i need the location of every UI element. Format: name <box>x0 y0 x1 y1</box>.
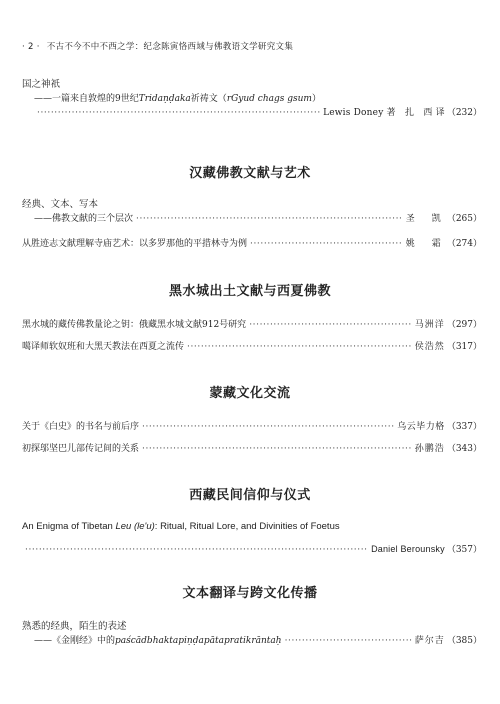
dot-leader <box>25 543 368 555</box>
entry-author: 圣 凯 <box>405 214 445 224</box>
entry-subtitle: ——佛教文献的三个层次 <box>34 214 134 224</box>
entry-author: 萨尔吉 <box>414 636 445 646</box>
entry-leader-line <box>22 318 482 332</box>
entry-title: 从胜迹志文献理解寺庙艺术：以多罗那他的平措林寺为例 <box>22 239 248 249</box>
section-heading: 文本翻译与跨文化传播 <box>182 586 318 601</box>
entry-page: （232） <box>446 108 482 118</box>
entry-author: 马洲洋 <box>414 320 445 330</box>
entry-author: 乌云毕力格 <box>397 422 445 432</box>
toc-entry[interactable] <box>22 442 482 456</box>
section-heading: 西藏民间信仰与仪式 <box>189 488 311 503</box>
toc-entry[interactable] <box>22 620 482 648</box>
entry-author: 孙鹏浩 <box>414 444 445 454</box>
entry-author: Daniel Berounsky <box>371 544 445 554</box>
toc-entry[interactable] <box>22 78 482 120</box>
entry-page: （265） <box>446 214 482 224</box>
entry-leader-line <box>22 106 482 120</box>
entry-leader-line <box>22 420 482 434</box>
toc-entry[interactable] <box>22 340 482 354</box>
entry-title: 初探邬坚巴儿部传记间的关系 <box>22 444 140 454</box>
entry-title: 经典、文本、写本 <box>22 199 99 210</box>
toc-entry[interactable] <box>22 237 482 251</box>
dot-leader <box>249 318 412 330</box>
entry-leader-line <box>22 442 482 456</box>
toc-entry[interactable] <box>22 198 482 226</box>
toc-entry[interactable] <box>22 318 482 332</box>
section-heading: 蒙藏文化交流 <box>209 386 291 401</box>
entry-leader-line <box>22 237 482 251</box>
entry-leader-line <box>22 340 482 354</box>
page-marker: · 2 · <box>22 42 40 52</box>
entry-page: （274） <box>446 239 482 249</box>
entry-author: 侯浩然 <box>414 342 445 352</box>
entry-title: An Enigma of Tibetan Leu (le'u): Ritual, Ritual Lore, and Divinities of Foetus <box>22 521 340 532</box>
dot-leader <box>250 237 403 249</box>
entry-page: （357） <box>446 545 482 555</box>
dot-leader <box>142 420 394 432</box>
dot-leader <box>142 442 412 454</box>
book-title: 不古不今不中不西之学：纪念陈寅恪西域与佛教语文学研究文集 <box>46 42 294 52</box>
entry-subtitle: ——《金刚经》中的paścādbhaktapiṇḍapātapratikrāntaḥ <box>34 636 282 646</box>
dot-leader <box>37 106 320 118</box>
dot-leader <box>187 340 412 352</box>
entry-page: （337） <box>446 422 482 432</box>
toc-entry[interactable] <box>22 420 482 434</box>
entry-leader-line <box>22 634 482 648</box>
running-header <box>22 40 482 52</box>
entry-page: （297） <box>446 320 482 330</box>
section-heading: 汉藏佛教文献与艺术 <box>189 166 311 181</box>
entry-title: 熟悉的经典，陌生的表述 <box>22 621 127 632</box>
entry-leader-line <box>22 212 482 226</box>
entry-title: 黑水城的藏传佛教量论之钥：俄藏黑水城文献912号研究 <box>22 320 247 330</box>
section-heading: 黑水城出土文献与西夏佛教 <box>168 284 331 299</box>
entry-author: Lewis Doney 著 扎 西 译 <box>323 108 445 118</box>
dot-leader <box>136 212 403 224</box>
entry-page: （385） <box>446 636 482 646</box>
entry-title: 关于《白史》的书名与前后序 <box>22 422 140 432</box>
entry-title: 噶译师软奴班和大黑天教法在西夏之流传 <box>22 342 185 352</box>
entry-title: 国之神祇 <box>22 79 61 90</box>
entry-page: （317） <box>446 342 482 352</box>
toc-entry[interactable] <box>22 520 482 557</box>
entry-subtitle: ——一篇来自敦煌的9世纪Tridaṇḍaka祈祷文（rGyud chags gsum） <box>34 94 321 104</box>
entry-page: （343） <box>446 444 482 454</box>
entry-author: 姚 霜 <box>405 239 445 249</box>
entry-leader-line <box>22 542 482 557</box>
dot-leader <box>285 634 412 646</box>
